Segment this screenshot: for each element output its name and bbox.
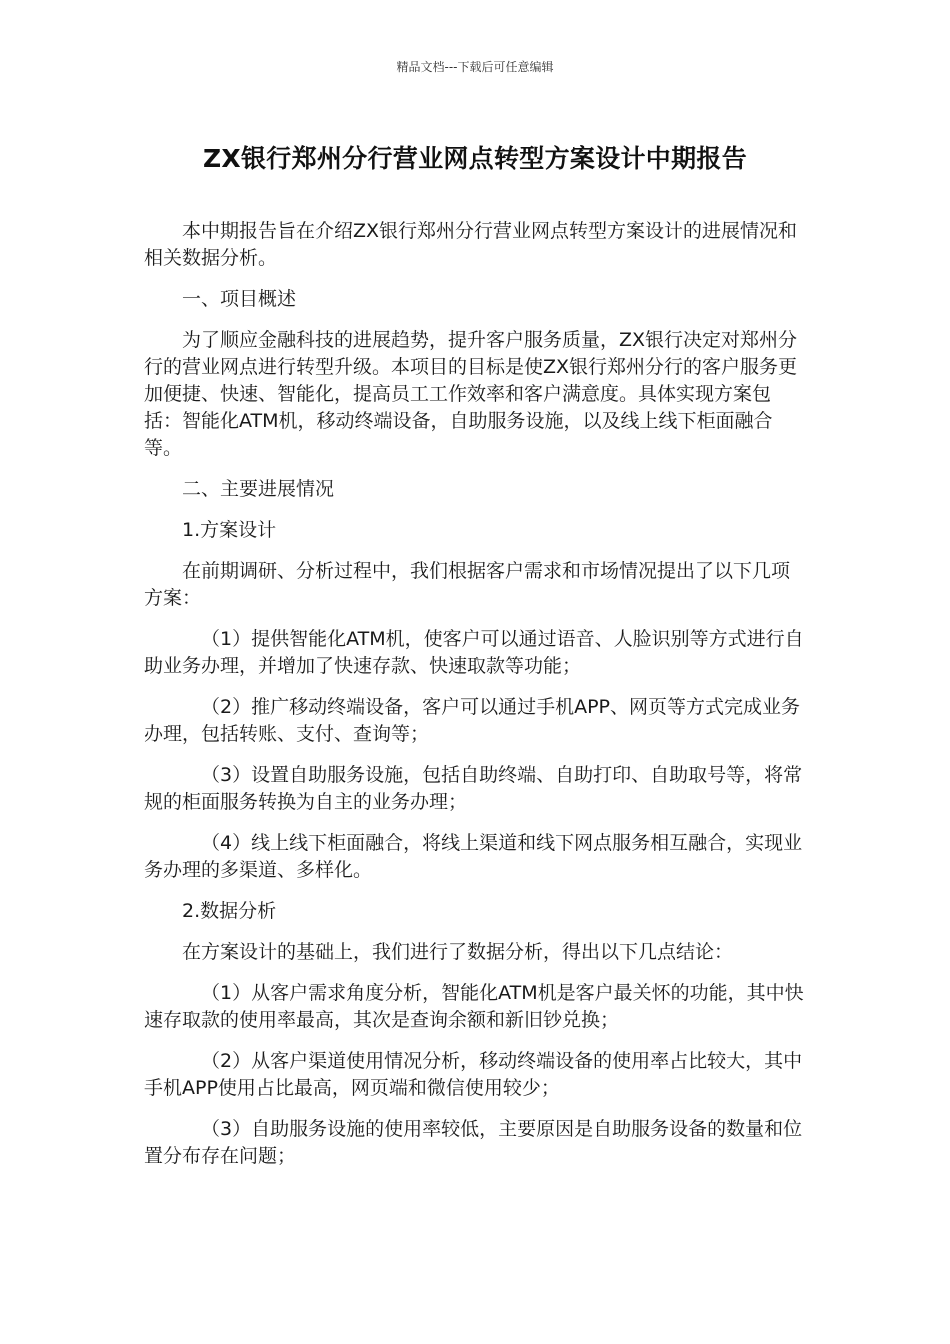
design-list-item: （1）提供智能化ATM机，使客户可以通过语音、人脸识别等方式进行自助业务办理，并增加了快速存款、快速取款等功能； bbox=[144, 628, 804, 677]
analysis-list-item: （1）从客户需求角度分析，智能化ATM机是客户最关怀的功能，其中快速存取款的使用率最高，其次是查询余额和新旧钞兑换； bbox=[144, 982, 804, 1031]
document-title: ZX银行郑州分行营业网点转型方案设计中期报告 bbox=[202, 144, 747, 173]
design-list-item: （4）线上线下柜面融合，将线上渠道和线下网点服务相互融合，实现业务办理的多渠道、多样化。 bbox=[144, 832, 803, 881]
overview-paragraph: 为了顺应金融科技的进展趋势，提升客户服务质量，ZX银行决定对郑州分行的营业网点进行转型升级。本项目的目标是使ZX银行郑州分行的客户服务更加便捷、快速、智能化，提高员工工作效率和客户满意度。具体实现方案包括：智能化ATM机，移动终端设备，自助服务设施，以及线上线下柜面融合等。 bbox=[144, 329, 798, 459]
analysis-list-item: （3）自助服务设施的使用率较低，主要原因是自助服务设备的数量和位置分布存在问题； bbox=[144, 1118, 803, 1167]
section-heading-overview: 一、项目概述 bbox=[182, 288, 297, 310]
intro-paragraph: 本中期报告旨在介绍ZX银行郑州分行营业网点转型方案设计的进展情况和相关数据分析。 bbox=[144, 220, 798, 269]
header-note: 精品文档---下载后可任意编辑 bbox=[396, 60, 554, 74]
design-list-item: （3）设置自助服务设施，包括自助终端、自助打印、自助取号等，将常规的柜面服务转换为自主的业务办理； bbox=[144, 764, 803, 813]
subsection-heading-analysis: 2.数据分析 bbox=[182, 900, 277, 922]
document-body bbox=[144, 218, 808, 1184]
design-intro-paragraph: 在前期调研、分析过程中，我们根据客户需求和市场情况提出了以下几项方案： bbox=[144, 560, 791, 609]
subsection-heading-design: 1.方案设计 bbox=[182, 519, 277, 541]
design-list-item: （2）推广移动终端设备，客户可以通过手机APP、网页等方式完成业务办理，包括转账、支付、查询等； bbox=[144, 696, 801, 745]
analysis-list-item: （2）从客户渠道使用情况分析，移动终端设备的使用率占比较大，其中手机APP使用占比最高，网页端和微信使用较少； bbox=[144, 1050, 803, 1099]
analysis-intro-paragraph: 在方案设计的基础上，我们进行了数据分析，得出以下几点结论： bbox=[182, 941, 734, 963]
section-heading-progress: 二、主要进展情况 bbox=[182, 478, 335, 500]
